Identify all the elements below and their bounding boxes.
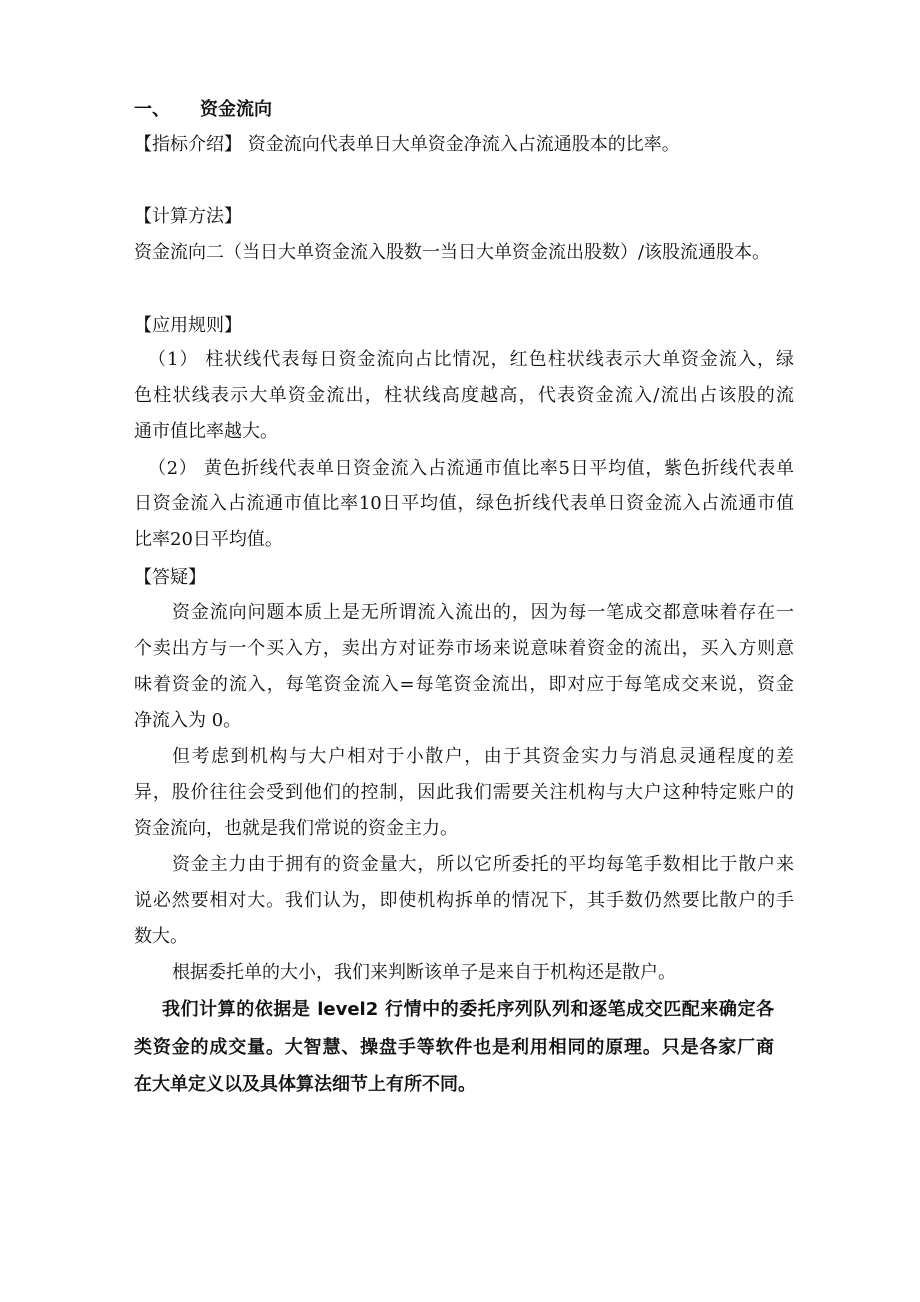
qa-p2-line: 资金流向，也就是我们常说的资金主力。: [134, 818, 458, 839]
rule1-line: （1） 柱状线代表每日资金流向占比情况，红色柱状线表示大单资金流入，绿: [148, 349, 794, 370]
qa-p4-line: 根据委托单的大小，我们来判断该单子是来自于机构还是散户。: [172, 962, 676, 983]
rule1-line: 通市值比率越大。: [134, 421, 278, 442]
rule1-line: 色柱状线表示大单资金流出，柱状线高度越高，代表资金流入/流出占该股的流: [134, 385, 794, 406]
qa-p1-line: 净流入为 0。: [134, 710, 242, 731]
qa-p5-line: 类资金的成交量。大智慧、操盘手等软件也是利用相同的原理。只是各家厂商: [134, 1037, 774, 1058]
rule2-line: 日资金流入占流通市值比率10日平均值，绿色折线代表单日资金流入占流通市值: [134, 493, 794, 514]
rules-label: 【应用规则】: [134, 315, 242, 336]
qa-p1-line: 味着资金的流入，每笔资金流入=每笔资金流出，即对应于每笔成交来说，资金: [134, 674, 794, 695]
qa-p1-line: 资金流向问题本质上是无所谓流入流出的，因为每一笔成交都意味着存在一: [172, 602, 794, 623]
method-formula: 资金流向二（当日大单资金流入股数一当日大单资金流出股数）/该股流通股本。: [134, 242, 771, 263]
qa-p2-line: 但考虑到机构与大户相对于小散户，由于其资金实力与消息灵通程度的差: [172, 746, 794, 767]
qa-label: 【答疑】: [134, 567, 206, 588]
qa-p2-line: 异，股价往往会受到他们的控制，因此我们需要关注机构与大户这种特定账户的: [134, 782, 794, 803]
section-title: 资金流向: [200, 99, 272, 120]
qa-p3-line: 说必然要相对大。我们认为，即使机构拆单的情况下，其手数仍然要比散户的手: [134, 890, 794, 911]
method-label: 【计算方法】: [134, 206, 242, 227]
intro-paragraph: [134, 131, 794, 159]
qa-p5-line: 在大单定义以及具体算法细节上有所不同。: [134, 1074, 476, 1095]
qa-p3-line: 资金主力由于拥有的资金量大，所以它所委托的平均每笔手数相比于散户来: [172, 854, 794, 875]
qa-p1-line: 个卖出方与一个买入方，卖出方对证券市场来说意味着资金的流出，买入方则意: [134, 638, 794, 659]
intro-text: 资金流向代表单日大单资金净流入占流通股本的比率。: [247, 134, 680, 155]
intro-label: 【指标介绍】: [134, 134, 242, 155]
qa-p3-line: 数大。: [134, 926, 188, 947]
section-heading: [134, 96, 794, 124]
qa-p5-line: 我们计算的依据是 level2 行情中的委托序列队列和逐笔成交匹配来确定各: [162, 999, 774, 1020]
rule2-line: 比率20日平均值。: [134, 529, 283, 550]
rule2-line: （2） 黄色折线代表单日资金流入占流通市值比率5日平均值，紫色折线代表单: [148, 458, 794, 479]
section-number: 一、: [134, 99, 170, 120]
